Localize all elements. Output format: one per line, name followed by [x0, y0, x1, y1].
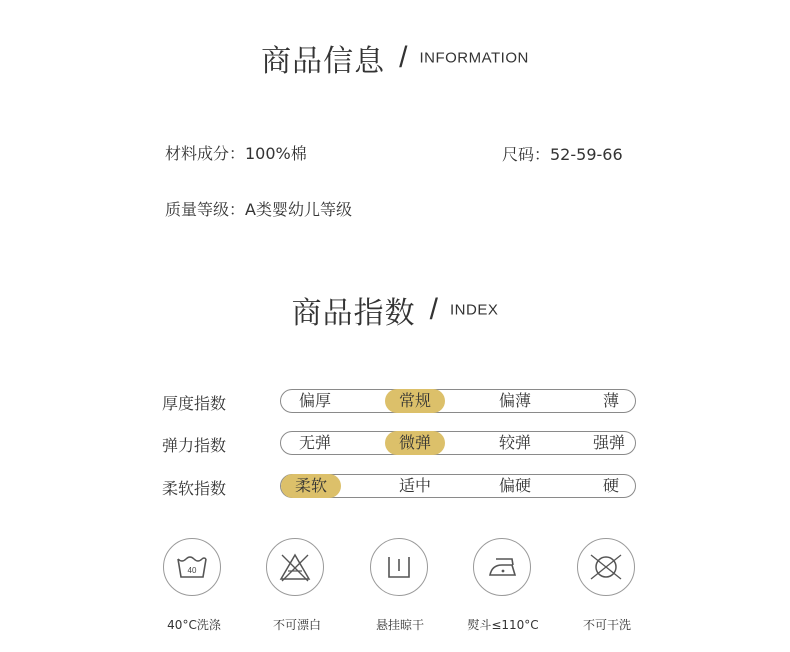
softness-option: 硬	[602, 476, 619, 495]
thickness-index-bar	[280, 389, 636, 413]
info-title-en: INFORMATION	[419, 49, 529, 67]
quality-info: 质量等级：A类婴幼儿等级	[165, 200, 352, 219]
no-dry-clean-icon	[577, 538, 635, 596]
size-info: 尺码：52-59-66	[502, 145, 623, 164]
elasticity-option: 强弹	[592, 433, 625, 452]
wash-40-icon	[163, 538, 221, 596]
care-label-wash: 40°C洗涤	[167, 618, 221, 632]
index-title-en: INDEX	[450, 301, 499, 319]
no-bleach-icon	[266, 538, 324, 596]
thickness-option: 薄	[602, 391, 619, 410]
thickness-option: 常规	[385, 389, 445, 413]
elasticity-option: 无弹	[298, 433, 331, 452]
elasticity-option: 较弹	[498, 433, 531, 452]
iron-icon	[473, 538, 531, 596]
elasticity-option: 微弹	[385, 431, 445, 455]
softness-option: 适中	[398, 476, 431, 495]
index-title-cn: 商品指数	[291, 296, 416, 331]
material-info: 材料成分：100%棉	[165, 144, 307, 163]
care-label-no-bleach: 不可漂白	[272, 618, 321, 632]
elasticity-index-label: 弹力指数	[162, 436, 227, 455]
hang-dry-icon	[370, 538, 428, 596]
info-title-slash: /	[399, 41, 408, 74]
care-label-iron: 熨斗≤110°C	[467, 618, 539, 632]
softness-option: 柔软	[281, 474, 341, 498]
index-title-slash: /	[429, 293, 438, 326]
care-label-no-dry-clean: 不可干洗	[582, 618, 631, 632]
softness-index-bar	[280, 474, 636, 498]
softness-index-label: 柔软指数	[162, 479, 227, 498]
thickness-index-label: 厚度指数	[162, 394, 227, 413]
thickness-option: 偏薄	[498, 391, 531, 410]
wash-temp-text: 40	[187, 566, 197, 575]
elasticity-index-bar	[280, 431, 636, 455]
info-section-title	[0, 36, 790, 80]
softness-option: 偏硬	[498, 476, 531, 495]
index-section-title	[0, 288, 790, 332]
care-label-hang-dry: 悬挂晾干	[375, 618, 424, 632]
thickness-option: 偏厚	[298, 391, 331, 410]
info-title-cn: 商品信息	[261, 44, 386, 79]
